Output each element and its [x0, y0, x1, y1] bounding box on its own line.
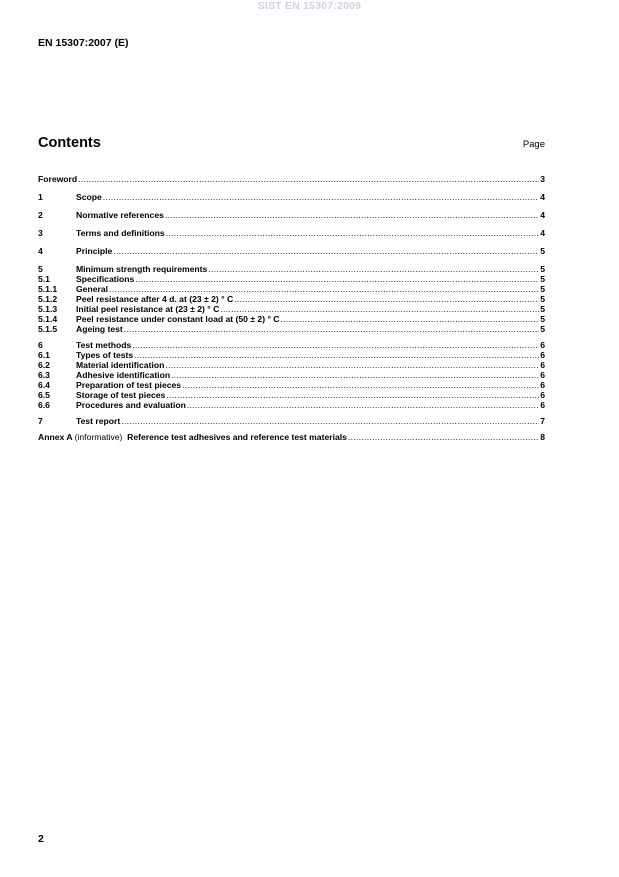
toc-entry-title: General: [76, 284, 109, 294]
dot-leader: [135, 274, 539, 284]
toc-entry-page: 5: [540, 274, 545, 284]
toc-entry-title: Normative references: [76, 210, 164, 220]
dot-leader: [281, 314, 540, 324]
toc-entry-page: 6: [540, 370, 545, 380]
toc-entry-page: 5: [540, 294, 545, 304]
toc-entry-number: 6.2: [38, 360, 50, 370]
toc-entry-title: Adhesive identification: [76, 370, 171, 380]
toc-entry-title: Test methods: [76, 340, 132, 350]
toc-entry[interactable]: [38, 304, 545, 314]
toc-entry-foreword[interactable]: [38, 174, 545, 184]
watermark: SIST EN 15307:2009: [257, 0, 362, 12]
toc-entry-title: Procedures and evaluation: [76, 400, 186, 410]
toc-entry-title: Ageing test: [76, 324, 123, 334]
dot-leader: [165, 360, 539, 370]
toc-entry-number: 6.1: [38, 350, 50, 360]
toc-entry[interactable]: [38, 192, 545, 202]
dot-leader: [121, 416, 539, 426]
dot-leader: [182, 380, 539, 390]
toc-entry-page: 5: [540, 284, 545, 294]
toc-entry-title: Material identification: [76, 360, 165, 370]
toc-entry-page: 4: [540, 210, 545, 220]
dot-leader: [220, 304, 539, 314]
toc-entry-page: 7: [540, 416, 545, 426]
dot-leader: [166, 228, 540, 238]
toc-entry-title: Types of tests: [76, 350, 134, 360]
toc-entry-page: 5: [540, 314, 545, 324]
toc-entry[interactable]: [38, 210, 545, 220]
toc-entry-page: 5: [540, 264, 545, 274]
dot-leader: [234, 294, 539, 304]
toc-entry-title: Terms and definitions: [76, 228, 165, 238]
dot-leader: [208, 264, 539, 274]
toc-entry-title: Minimum strength requirements: [76, 264, 208, 274]
toc-entry-annex-a[interactable]: [38, 432, 545, 442]
annex-label: Annex A: [38, 432, 73, 442]
toc-entry-title: Scope: [76, 192, 102, 202]
toc-entry-number: 4: [38, 246, 43, 256]
toc-entry[interactable]: [38, 360, 545, 370]
toc-entry-number: 5.1.3: [38, 304, 58, 314]
toc-entry-title: Peel resistance after 4 d. at (23 ± 2) ° C: [76, 294, 234, 304]
toc-entry-number: 5.1: [38, 274, 50, 284]
dot-leader: [165, 210, 539, 220]
toc-entry-title: Specifications: [76, 274, 135, 284]
toc-entry-title: Storage of test pieces: [76, 390, 166, 400]
toc-entry-page: 8: [540, 432, 545, 442]
toc-entry[interactable]: [38, 370, 545, 380]
toc-entry-page: 6: [540, 390, 545, 400]
toc-entry-number: 7: [38, 416, 43, 426]
dot-leader: [348, 432, 539, 442]
toc-entry[interactable]: [38, 324, 545, 334]
dot-leader: [78, 174, 539, 184]
toc-entry-number: 6.3: [38, 370, 50, 380]
toc-entry[interactable]: [38, 380, 545, 390]
toc-entry-title: Peel resistance under constant load at (50 ± 2) ° C: [76, 314, 280, 324]
dot-leader: [171, 370, 539, 380]
toc-entry-title: Initial peel resistance at (23 ± 2) ° C: [76, 304, 220, 314]
toc-entry-title: [38, 432, 347, 442]
toc-entry-page: 4: [540, 192, 545, 202]
dot-leader: [187, 400, 539, 410]
page-column-label: Page: [522, 139, 545, 150]
toc-entry-number: 6.6: [38, 400, 50, 410]
toc-entry-page: 5: [540, 304, 545, 314]
dot-leader: [132, 340, 539, 350]
toc-entry-number: 3: [38, 228, 43, 238]
toc-entry-number: 5.1.5: [38, 324, 58, 334]
table-of-contents: [38, 174, 545, 442]
toc-entry[interactable]: [38, 264, 545, 274]
toc-entry-page: 6: [540, 400, 545, 410]
toc-entry[interactable]: [38, 274, 545, 284]
toc-entry[interactable]: [38, 314, 545, 324]
toc-entry-page: 6: [540, 340, 545, 350]
toc-entry-number: 6.5: [38, 390, 50, 400]
toc-entry-number: 5.1.2: [38, 294, 58, 304]
toc-entry-number: 5: [38, 264, 43, 274]
toc-entry-number: 2: [38, 210, 43, 220]
dot-leader: [134, 350, 539, 360]
toc-entry-number: 5.1.4: [38, 314, 58, 324]
toc-entry-page: 4: [540, 228, 545, 238]
toc-entry-number: 6.4: [38, 380, 50, 390]
toc-entry-title: Principle: [76, 246, 113, 256]
toc-entry-page: 5: [540, 246, 545, 256]
page-number: 2: [38, 833, 44, 845]
annex-title: Reference test adhesives and reference test materials: [127, 432, 347, 442]
toc-entry[interactable]: [38, 284, 545, 294]
toc-entry-title: Preparation of test pieces: [76, 380, 182, 390]
dot-leader: [124, 324, 539, 334]
toc-entry[interactable]: [38, 246, 545, 256]
toc-entry-title: Test report: [76, 416, 121, 426]
dot-leader: [166, 390, 539, 400]
document-id: EN 15307:2007 (E): [38, 37, 129, 49]
toc-entry[interactable]: [38, 340, 545, 350]
toc-entry-page: 6: [540, 350, 545, 360]
dot-leader: [109, 284, 539, 294]
toc-entry[interactable]: [38, 400, 545, 410]
toc-entry-page: 6: [540, 360, 545, 370]
annex-type: (informative): [74, 432, 123, 442]
toc-entry-number: 5.1.1: [38, 284, 58, 294]
toc-entry[interactable]: [38, 350, 545, 360]
toc-entry-page: 6: [540, 380, 545, 390]
contents-heading: Contents: [38, 135, 101, 151]
toc-entry-page: 5: [540, 324, 545, 334]
toc-entry-page: 3: [540, 174, 545, 184]
toc-entry-number: 1: [38, 192, 43, 202]
dot-leader: [113, 246, 539, 256]
toc-entry[interactable]: [38, 416, 545, 426]
toc-entry-title: Foreword: [38, 174, 78, 184]
dot-leader: [103, 192, 539, 202]
toc-entry[interactable]: [38, 390, 545, 400]
toc-entry[interactable]: [38, 228, 545, 238]
toc-entry[interactable]: [38, 294, 545, 304]
toc-entry-number: 6: [38, 340, 43, 350]
